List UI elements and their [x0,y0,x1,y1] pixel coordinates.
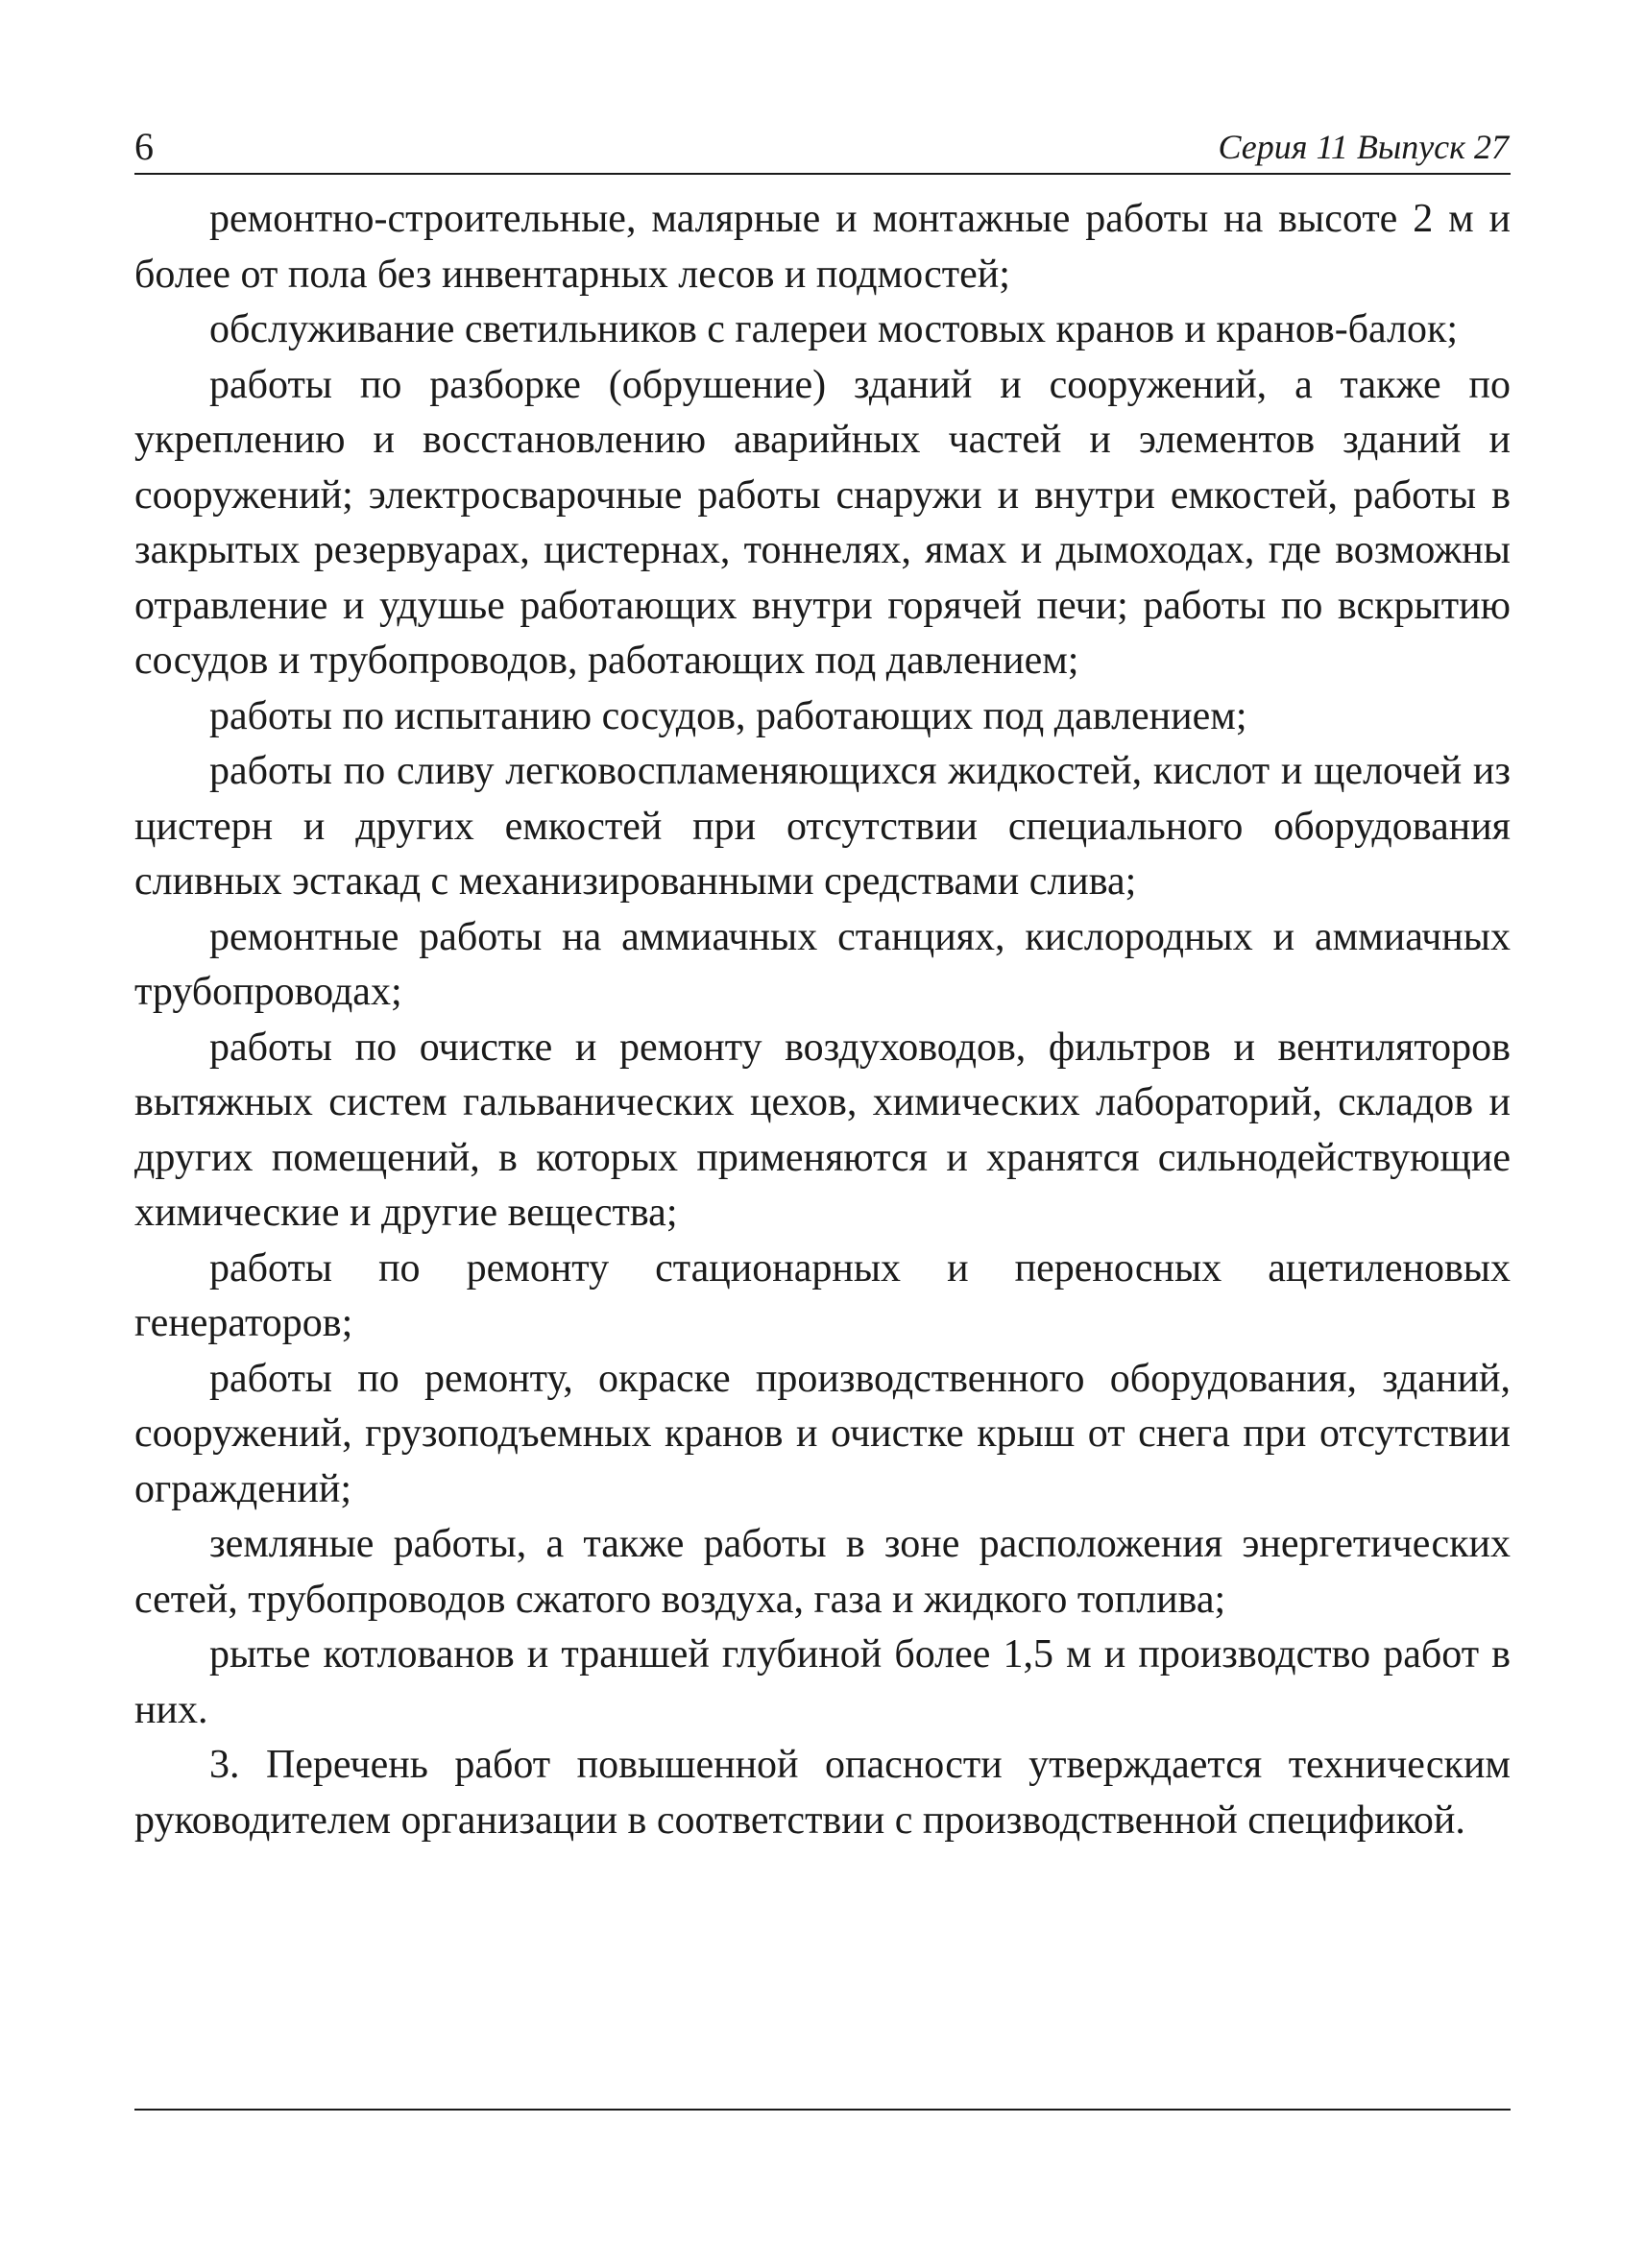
body-text [134,192,1511,1848]
paragraph: работы по сливу легковоспламеняющихся жидкостей, кислот и щелочей из цистерн и других емкостей при отсутствии специального оборудования сливных эстакад с механизированными средствами слива; [134,749,1511,904]
paragraph: работы по испытанию сосудов, работающих под давлением; [209,693,1247,738]
paragraph: обслуживание светильников с галереи мостовых кранов и кранов-балок; [209,307,1459,351]
paragraph: 3. Перечень работ повышенной опасности утверждается техническим руководителем организации в соответствии с производственной спецификой. [134,1743,1511,1843]
paragraph: работы по ремонту, окраске производственного оборудования, зданий, сооружений, грузоподъемных кранов и очистке крыш от снега при отсутствии ограждений; [134,1356,1511,1511]
paragraph: работы по очистке и ремонту воздуховодов, фильтров и вентиляторов вытяжных систем гальванических цехов, химических лабораторий, складов и других помещений, в которых применяются и хранятся сильнодействующие химические и другие вещества; [134,1025,1511,1235]
document-page [134,0,1511,2268]
bottom-rule [134,2109,1511,2111]
running-header [134,123,1511,175]
paragraph: ремонтно-строительные, малярные и монтажные работы на высоте 2 м и более от пола без инвентарных лесов и подмостей; [134,197,1511,297]
paragraph: рытье котлованов и траншей глубиной более 1,5 м и производство работ в них. [134,1632,1511,1732]
paragraph: работы по разборке (обрушение) зданий и сооружений, а также по укреплению и восстановлению аварийных частей и элементов зданий и сооружений; электросварочные работы снаружи и внутри емкостей, работы в закрытых резервуарах, цистернах, тоннелях, ямах и дымоходах, где возможны отравление и удушье работающих внутри горячей печи; работы по вскрытию сосудов и трубопроводов, работающих под давлением; [134,362,1511,683]
paragraph: ремонтные работы на аммиачных станциях, кислородных и аммиачных трубопроводах; [134,914,1511,1014]
series-title: Серия 11 Выпуск 27 [1218,128,1509,166]
paragraph: земляные работы, а также работы в зоне расположения энергетических сетей, трубопроводов сжатого воздуха, газа и жидкого топлива; [134,1522,1511,1622]
page-number: 6 [134,125,154,168]
paragraph: работы по ремонту стационарных и переносных ацетиленовых генераторов; [134,1245,1511,1345]
